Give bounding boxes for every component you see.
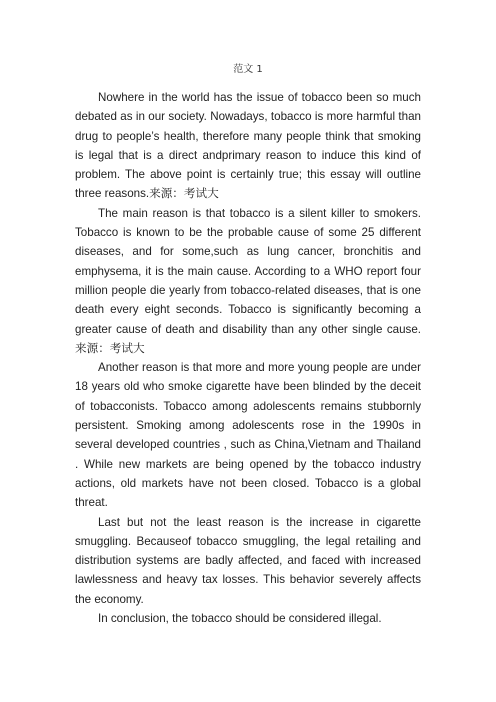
paragraph-2: The main reason is that tobacco is a silent killer to smokers. Tobacco is known to be the probable cause of some 25 different diseases, and for some,such as lung cancer, bronchitis and emphysema, it is the main cause. According to a WHO report four million people die yearly from tobacco-related diseases, that is one death every eight seconds. Tobacco is significantly becoming a greater cause of death and disability than any other single cause.来源：考试大 — [75, 206, 421, 355]
paragraph-3: Another reason is that more and more young people are under 18 years old who smoke cigarette have been blinded by the deceit of tobacconists. Tobacco among adolescents remains stubbornly persistent. Smoking among adolescents rose in the 1990s in several developed countries , such as China,Vietnam and Thailand . While new markets are being opened by the tobacco industry actions, old markets have not been closed. Tobacco is a global threat. — [75, 361, 421, 510]
paragraph-4: Last but not the least reason is the increase in cigarette smuggling. Becauseof tobacco smuggling, the legal retailing and distribution systems are badly affected, and faced with increased lawlessness and heavy tax losses. This behavior severely affects the economy. — [75, 515, 421, 606]
paragraph-5: In conclusion, the tobacco should be considered illegal. — [98, 612, 382, 626]
paragraph-1: Nowhere in the world has the issue of tobacco been so much debated as in our society. Nowadays, tobacco is more harmful than drug to people’s health, therefore many people think that smoking is legal that is a direct andprimary reason to induce this kind of problem. The above point is certainly true; this essay will outline three reasons.来源：考试大 — [75, 91, 421, 201]
essay-body — [75, 88, 421, 628]
page-header: 范文 1 — [233, 64, 263, 75]
